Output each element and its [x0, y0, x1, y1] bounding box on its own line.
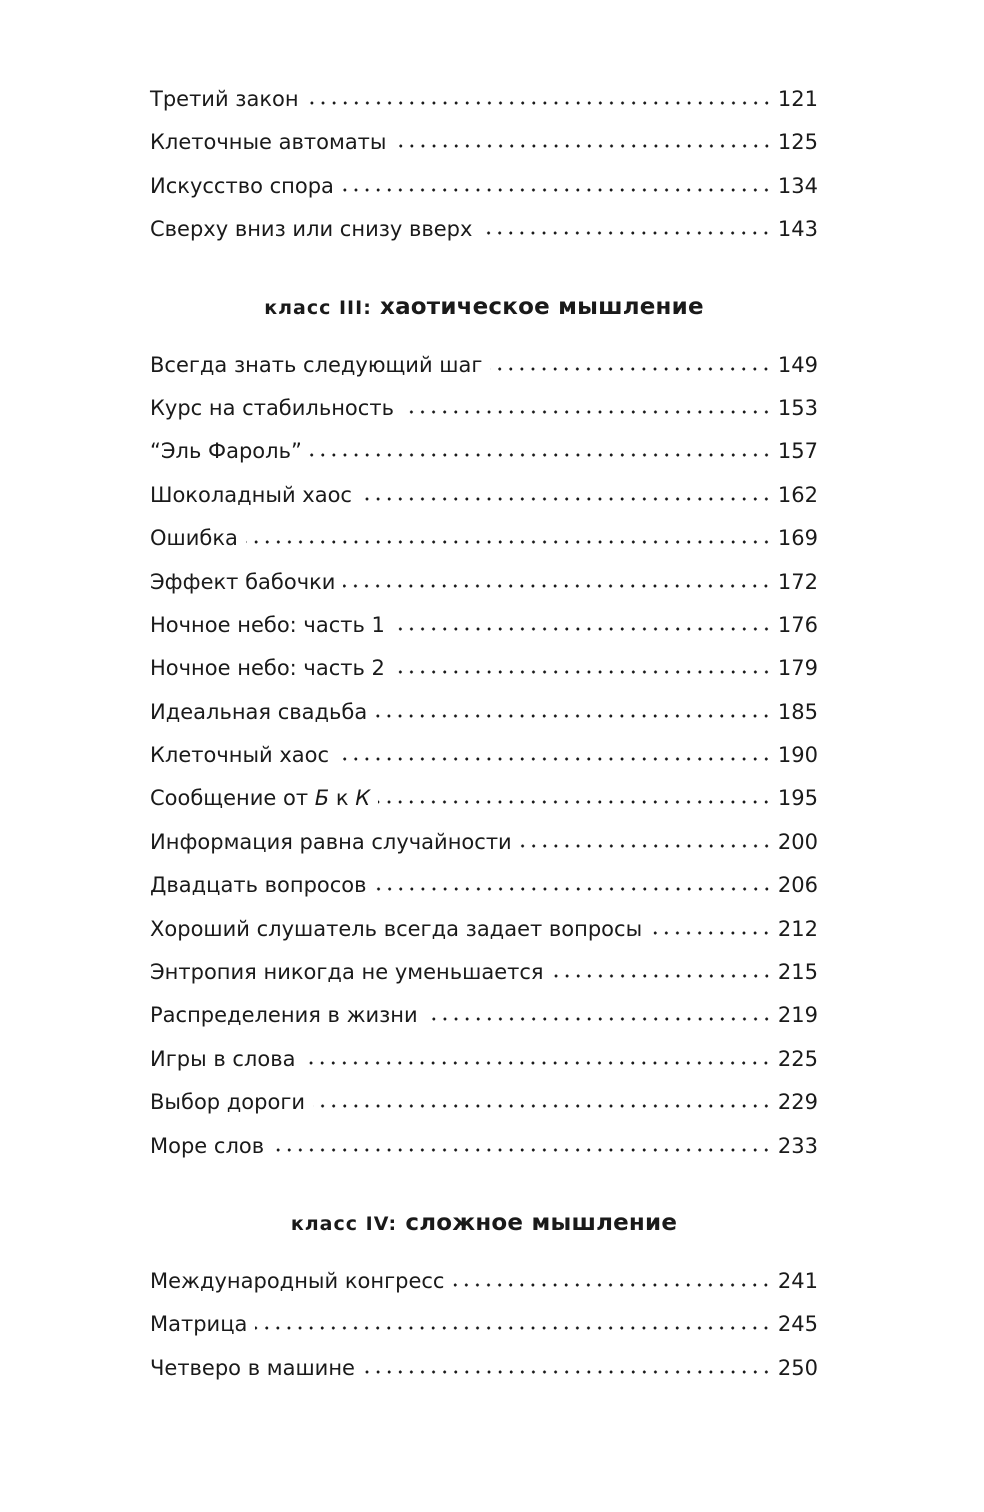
dot-leader	[378, 787, 772, 807]
toc-entry-title: Сверху вниз или снизу вверх	[150, 217, 473, 242]
toc-entry-page: 185	[777, 699, 818, 724]
toc-entry[interactable]	[150, 647, 818, 690]
toc-entry[interactable]	[150, 908, 818, 951]
toc-entry-title-part: К	[355, 786, 371, 811]
dot-leader	[310, 440, 772, 460]
dot-leader	[520, 831, 772, 851]
toc-entry[interactable]	[150, 1081, 818, 1124]
toc-entry[interactable]	[150, 864, 818, 907]
dot-leader	[363, 1357, 772, 1377]
toc-entry-title: Третий закон	[150, 87, 299, 111]
toc-entry-title: Матрица	[150, 1312, 248, 1337]
toc-entry[interactable]	[150, 474, 818, 517]
dot-leader	[272, 1135, 772, 1155]
toc-entry[interactable]	[150, 1347, 818, 1390]
dot-leader	[342, 175, 772, 195]
toc-entry-page: 149	[777, 352, 818, 377]
dot-leader	[402, 397, 772, 417]
toc-entry-title: Игры в слова	[150, 1046, 296, 1071]
toc-entry-page: 233	[777, 1133, 818, 1158]
toc-entry-page: 215	[777, 960, 818, 985]
toc-entry[interactable]	[150, 121, 818, 164]
toc-entry-title: “Эль Фароль”	[150, 439, 302, 464]
dot-leader	[552, 961, 772, 981]
toc-entry-title: Искусство спора	[150, 173, 334, 198]
dot-leader	[426, 1004, 772, 1024]
toc-entry-page: 162	[777, 482, 818, 507]
dot-leader	[393, 657, 772, 677]
toc-entry-page: 250	[777, 1355, 818, 1380]
dot-leader	[393, 614, 772, 634]
section-heading-class-3	[150, 282, 818, 332]
toc-entry-title: Информация равна случайности	[150, 829, 512, 854]
dot-leader	[452, 1270, 771, 1290]
toc-entry-page: 229	[777, 1090, 818, 1115]
dot-leader	[650, 918, 772, 938]
toc-entry[interactable]	[150, 1260, 818, 1303]
dot-leader	[375, 701, 772, 721]
toc-entry-page: 190	[777, 743, 818, 768]
table-of-contents	[150, 78, 818, 1390]
toc-entry[interactable]	[150, 734, 818, 777]
toc-entry-title: Хороший слушатель всегда задает вопросы	[150, 916, 643, 941]
toc-entry[interactable]	[150, 78, 818, 121]
toc-entry-page: 225	[777, 1046, 818, 1071]
toc-entry-title: Международный конгресс	[150, 1268, 445, 1293]
toc-entry-page: 143	[777, 217, 818, 242]
toc-entry-page: 153	[777, 395, 818, 420]
toc-entry-title: Идеальная свадьба	[150, 699, 368, 724]
toc-entry-title	[150, 777, 378, 820]
toc-entry[interactable]	[150, 777, 818, 820]
toc-entry[interactable]	[150, 561, 818, 604]
toc-entry[interactable]	[150, 517, 818, 560]
toc-entry-page: 121	[777, 87, 818, 111]
toc-entry-page: 125	[777, 130, 818, 155]
toc-entry-title: Четверо в машине	[150, 1355, 355, 1380]
toc-entry-page: 200	[777, 829, 818, 854]
toc-entry-title: Море слов	[150, 1133, 265, 1158]
section-heading-prefix: класс IV:	[290, 1212, 398, 1235]
toc-entry-page: 245	[777, 1312, 818, 1337]
toc-entry[interactable]	[150, 691, 818, 734]
toc-entry-title: Шоколадный хаос	[150, 482, 352, 507]
toc-entry-page: 179	[777, 656, 818, 681]
toc-entry[interactable]	[150, 951, 818, 994]
dot-leader	[303, 1048, 771, 1068]
toc-entry-page: 134	[777, 173, 818, 198]
toc-entry-title: Энтропия никогда не уменьшается	[150, 960, 544, 985]
dot-leader	[480, 218, 771, 238]
toc-entry-page: 172	[777, 569, 818, 594]
toc-entry[interactable]	[150, 604, 818, 647]
toc-entry-title: Распределения в жизни	[150, 1003, 418, 1028]
section-heading-class-4	[150, 1198, 818, 1248]
dot-leader	[255, 1313, 772, 1333]
toc-entry[interactable]	[150, 1125, 818, 1168]
toc-entry[interactable]	[150, 344, 818, 387]
toc-entry-page: 219	[777, 1003, 818, 1028]
toc-entry-page: 169	[777, 526, 818, 551]
toc-entry-title: Ночное небо: часть 1	[150, 612, 385, 637]
toc-entry-title: Клеточные автоматы	[150, 130, 387, 155]
section-entries-class-3	[150, 344, 818, 1168]
section-entries-class-4	[150, 1260, 818, 1390]
toc-entry-title: Ночное небо: часть 2	[150, 656, 385, 681]
toc-entry[interactable]	[150, 1038, 818, 1081]
section-heading-text: хаотическое мышление	[380, 293, 704, 320]
dot-leader	[246, 527, 772, 547]
dot-leader	[307, 88, 772, 108]
toc-entry[interactable]	[150, 821, 818, 864]
toc-entry-title: Эффект бабочки	[150, 569, 336, 594]
toc-entry[interactable]	[150, 165, 818, 208]
dot-leader	[337, 744, 772, 764]
toc-entry-page: 176	[777, 612, 818, 637]
toc-entry[interactable]	[150, 994, 818, 1037]
toc-entry-title-part: Б	[314, 786, 330, 811]
dot-leader	[343, 571, 771, 591]
dot-leader	[490, 354, 772, 374]
toc-entry-title: Ошибка	[150, 526, 238, 551]
dot-leader	[360, 484, 772, 504]
toc-entry-title-part: Сообщение от	[150, 786, 315, 811]
toc-entry[interactable]	[150, 1303, 818, 1346]
toc-entry-page: 195	[777, 786, 818, 811]
toc-entry-page: 241	[777, 1268, 818, 1293]
toc-entry-title: Клеточный хаос	[150, 743, 330, 768]
toc-entry-title-part: к	[329, 786, 356, 811]
section-heading-prefix: класс III:	[264, 296, 372, 319]
toc-entry-page: 206	[777, 873, 818, 898]
section-heading-text: сложное мышление	[405, 1209, 678, 1236]
toc-entry[interactable]	[150, 387, 818, 430]
toc-entry-title: Выбор дороги	[150, 1090, 306, 1115]
toc-entry[interactable]	[150, 208, 818, 251]
toc-entry-page: 212	[777, 916, 818, 941]
dot-leader	[395, 131, 772, 151]
toc-entry[interactable]	[150, 430, 818, 473]
dot-leader	[375, 874, 772, 894]
toc-entry-title: Курс на стабильность	[150, 395, 394, 420]
toc-entry-title: Всегда знать следующий шаг	[150, 352, 483, 377]
toc-entry-page: 157	[777, 439, 818, 464]
toc-entry-title: Двадцать вопросов	[150, 873, 367, 898]
dot-leader	[313, 1091, 772, 1111]
